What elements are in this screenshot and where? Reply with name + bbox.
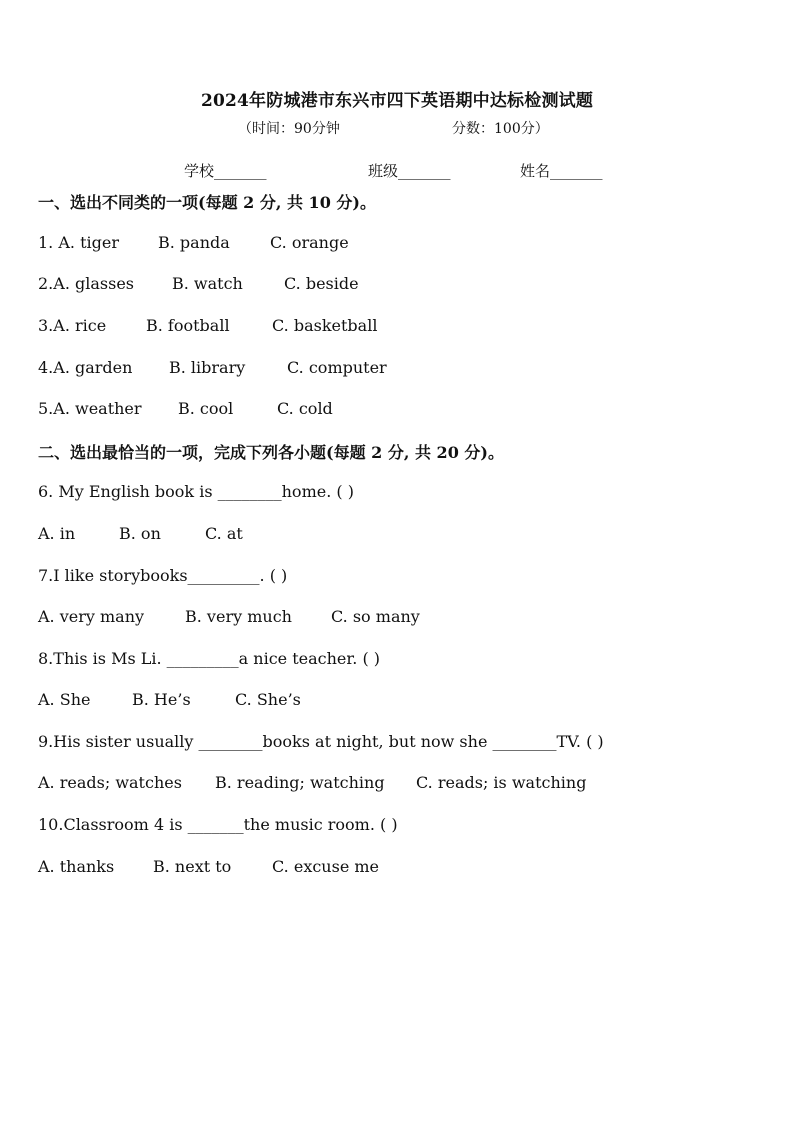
time-info: （时间：90分钟: [238, 121, 340, 137]
option: B. library: [169, 358, 246, 377]
question-text: 8.This is Ms Li. _________a nice teacher. ( ): [38, 649, 381, 668]
option: C. cold: [277, 399, 333, 418]
options-row: [38, 524, 243, 543]
option: C. She’s: [235, 690, 301, 709]
option: B. panda: [158, 233, 230, 252]
option: B. football: [146, 316, 230, 335]
option: C. beside: [284, 274, 359, 293]
list-item: [38, 399, 333, 418]
score-info: 分数：100分）: [452, 121, 549, 137]
list-item: [38, 316, 377, 335]
options-row: [38, 607, 420, 626]
option: C. so many: [331, 607, 420, 626]
option: C. basketball: [272, 316, 378, 335]
option: 1. A. tiger: [38, 233, 119, 252]
option: A. She: [38, 690, 91, 709]
name-field: 姓名_______: [520, 162, 603, 180]
option: B. very much: [185, 607, 292, 626]
option: C. orange: [270, 233, 349, 252]
option: A. thanks: [38, 857, 115, 876]
section1-heading: 一、选出不同类的一项(每题 2 分, 共 10 分)。: [38, 193, 376, 212]
option: B. He’s: [132, 690, 191, 709]
list-item: [38, 233, 349, 252]
option: C. at: [205, 524, 243, 543]
option: A. very many: [38, 607, 145, 626]
question-text: 9.His sister usually ________books at night, but now she ________TV. ( ): [38, 732, 604, 751]
class-field: 班级_______: [368, 162, 451, 180]
question-text: 10.Classroom 4 is _______the music room. ( ): [38, 815, 398, 834]
option: C. computer: [287, 358, 387, 377]
option: C. excuse me: [272, 857, 380, 876]
option: 3.A. rice: [38, 316, 107, 335]
options-row: [38, 690, 301, 709]
option: B. cool: [178, 399, 234, 418]
option: A. reads; watches: [38, 773, 182, 792]
option: 4.A. garden: [38, 358, 133, 377]
option: B. watch: [172, 274, 243, 293]
section2-heading: 二、选出最恰当的一项，完成下列各小题(每题 2 分, 共 20 分)。: [38, 443, 504, 462]
option: B. on: [119, 524, 161, 543]
option: A. in: [38, 524, 76, 543]
question-text: 7.I like storybooks_________. ( ): [38, 566, 288, 585]
list-item: [38, 274, 359, 293]
option: C. reads; is watching: [416, 773, 587, 792]
options-row: [38, 773, 586, 792]
options-row: [38, 857, 379, 876]
school-field: 学校_______: [184, 162, 267, 180]
option: B. reading; watching: [215, 773, 385, 792]
question-text: 6. My English book is ________home. ( ): [38, 482, 354, 501]
option: B. next to: [153, 857, 232, 876]
page-title: 2024年防城港市东兴市四下英语期中达标检测试题: [200, 91, 594, 111]
list-item: [38, 358, 387, 377]
option: 2.A. glasses: [38, 274, 134, 293]
option: 5.A. weather: [38, 399, 142, 418]
